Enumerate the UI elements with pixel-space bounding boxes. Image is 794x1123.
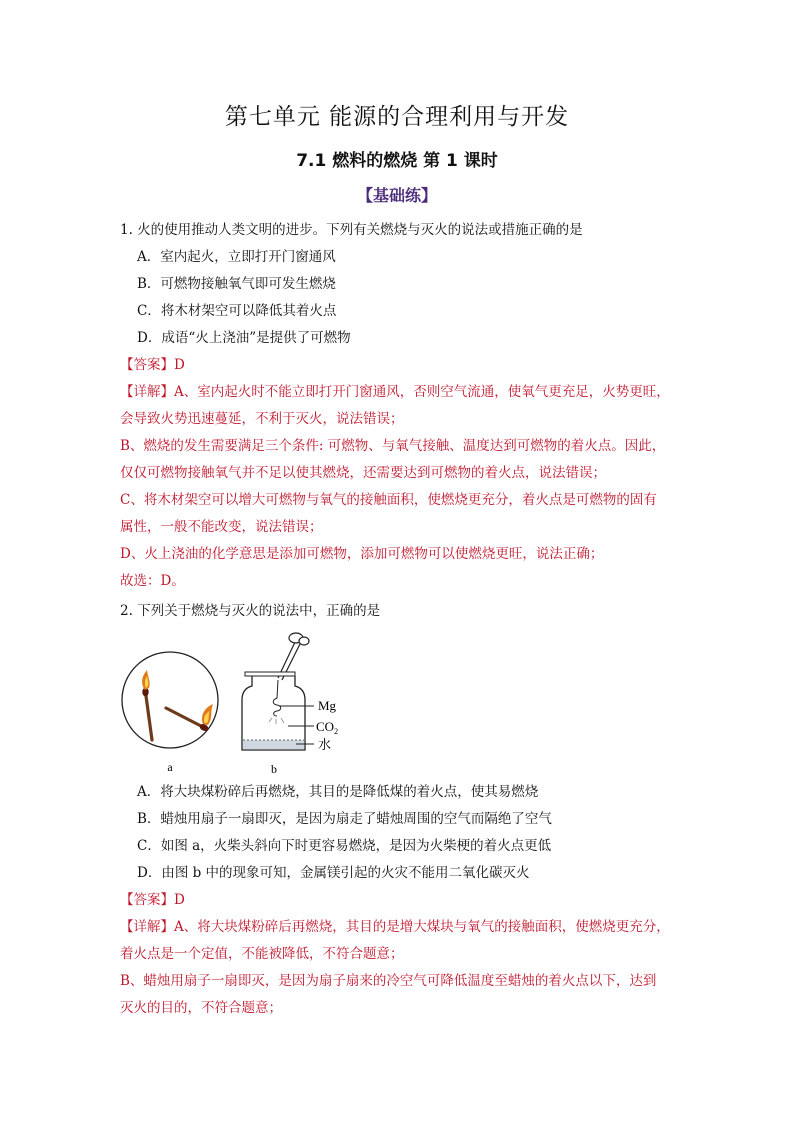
q2-explain-line: 着火点是一个定值，不能被降低，不符合题意；	[120, 946, 404, 962]
figure-b-apparatus	[242, 633, 314, 750]
q2-answer: 【答案】D	[120, 892, 185, 908]
q1-explain-line: B、燃烧的发生需要满足三个条件: 可燃物、与氧气接触、温度达到可燃物的着火点。因此，	[120, 438, 666, 454]
label-co2: $CO_2$	[316, 719, 339, 736]
q2-explain-line: 灭火的目的，不符合题意；	[120, 1000, 282, 1016]
q1-option-a: A．室内起火，立即打开门窗通风	[137, 249, 336, 265]
q2-explain-line: 【详解】A、将大块煤粉碎后再燃烧，其目的是增大煤块与氧气的接触面积，使燃烧更充分，	[120, 919, 670, 935]
q1-explain-line: 会导致火势迅速蔓延，不利于灭火，说法错误；	[120, 411, 404, 427]
q2-stem: 2. 下列关于燃烧与灭火的说法中，正确的是	[120, 603, 381, 619]
q1-explain-line: C、将木材架空可以增大可燃物与氧气的接触面积，使燃烧更充分，着火点是可燃物的固有	[120, 492, 657, 508]
q1-answer: 【答案】D	[120, 357, 185, 373]
q1-explain-line: 仅仅可燃物接触氧气并不足以使其燃烧，还需要达到可燃物的着火点，说法错误；	[120, 465, 606, 481]
q1-explain-line: 故选：D。	[120, 573, 185, 589]
q1-stem: 1. 火的使用推动人类文明的进步。下列有关燃烧与灭火的说法或措施正确的是	[120, 222, 583, 238]
q2-figure	[118, 628, 378, 778]
q1-option-b: B．可燃物接触氧气即可发生燃烧	[137, 276, 336, 292]
q1-explain-line: D、火上浇油的化学意思是添加可燃物，添加可燃物可以使燃烧更旺，说法正确；	[120, 546, 604, 562]
figure-a-label: a	[167, 760, 173, 774]
label-mg: Mg	[318, 698, 337, 713]
q2-explain-line: B、蜡烛用扇子一扇即灭，是因为扇子扇来的冷空气可降低温度至蜡烛的着火点以下，达到	[120, 973, 657, 989]
section-heading: 【基础练】	[356, 186, 437, 205]
lesson-subtitle: 7.1 燃料的燃烧 第 1 课时	[296, 151, 498, 171]
q2-option-b: B．蜡烛用扇子一扇即灭，是因为扇走了蜡烛周围的空气而隔绝了空气	[137, 811, 552, 827]
page-title: 第七单元 能源的合理利用与开发	[224, 104, 570, 130]
q1-option-d: D．成语“火上浇油”是提供了可燃物	[137, 330, 351, 346]
q2-option-a: A．将大块煤粉碎后再燃烧，其目的是降低煤的着火点，使其易燃烧	[137, 784, 539, 800]
q2-option-c: C．如图 a，火柴头斜向下时更容易燃烧，是因为火柴梗的着火点更低	[137, 838, 552, 854]
q1-explain-line: 属性，一般不能改变，说法错误；	[120, 519, 323, 535]
q1-explain-line: 【详解】A、室内起火时不能立即打开门窗通风，否则空气流通，使氧气更充足，火势更旺，	[120, 384, 670, 400]
figure-b-label: b	[271, 762, 277, 776]
q2-option-d: D．由图 b 中的现象可知，金属镁引起的火灾不能用二氧化碳灭火	[137, 865, 530, 881]
label-water: 水	[318, 738, 332, 753]
figure-a-matches	[122, 652, 218, 748]
q1-option-c: C．将木材架空可以降低其着火点	[137, 303, 337, 319]
